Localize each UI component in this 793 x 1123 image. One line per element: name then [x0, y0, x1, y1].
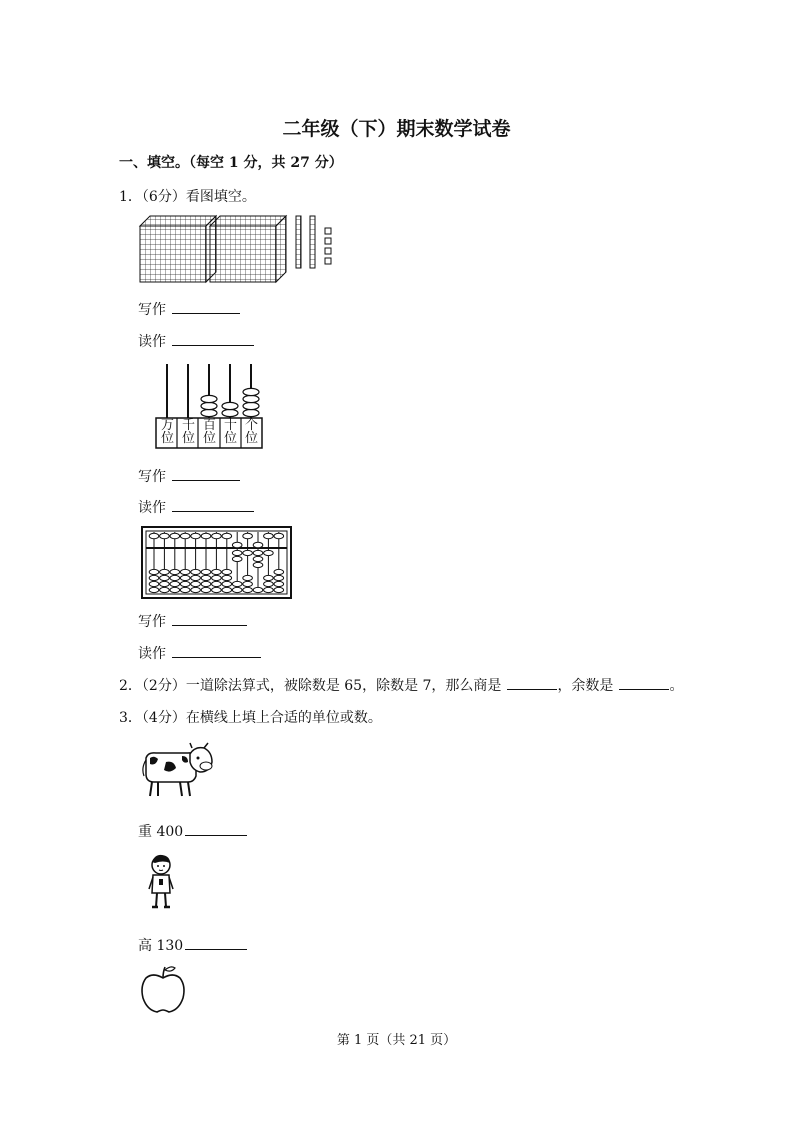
read-blank-1[interactable]: [172, 331, 254, 346]
place-label-tens: 十位: [223, 418, 237, 446]
thousand-cube-2: [210, 216, 286, 282]
page-title: 二年级（下）期末数学试卷: [282, 118, 511, 140]
place-label-ten-thousands: 万位: [160, 418, 174, 446]
section-heading: 一、填空。（每空 1 分，共 27 分）: [119, 155, 343, 171]
boy-height-label: 高 130: [138, 935, 247, 955]
write-blank-2[interactable]: [172, 466, 240, 481]
place-label-ones: 个位: [244, 418, 258, 446]
thousand-cube-1: [140, 216, 216, 282]
question-1: 1．（6分）看图填空。: [119, 189, 256, 205]
read-blank-3[interactable]: [172, 643, 261, 658]
page-footer: 第 1 页（共 21 页）: [336, 1033, 457, 1048]
place-label-hundreds: 百位: [202, 418, 216, 446]
read-label-3: 读作: [138, 643, 261, 663]
base-ten-blocks-figure: [140, 214, 340, 284]
quotient-blank[interactable]: [507, 675, 557, 690]
remainder-blank[interactable]: [619, 675, 669, 690]
cow-weight-label: 重 400: [138, 821, 247, 841]
boy-height-blank[interactable]: [185, 935, 247, 950]
write-blank-1[interactable]: [172, 299, 240, 314]
place-label-thousands: 千位: [181, 418, 195, 446]
cow-weight-blank[interactable]: [185, 821, 247, 836]
unit-cubes: [325, 228, 331, 264]
ten-rod-2: [310, 216, 315, 268]
write-blank-3[interactable]: [172, 611, 247, 626]
question-2: 2．（2分）一道除法算式，被除数是 65，除数是 7，那么商是 ，余数是 。: [119, 675, 683, 695]
abacus-figure: [141, 526, 293, 600]
ten-rod-1: [296, 216, 301, 268]
question-3: 3．（4分）在横线上填上合适的单位或数。: [119, 710, 382, 726]
read-label-2: 读作: [138, 497, 254, 517]
write-label-2: 写作: [138, 466, 240, 486]
cow-image: [140, 742, 220, 800]
write-label-3: 写作: [138, 611, 247, 631]
read-blank-2[interactable]: [172, 497, 254, 512]
read-label-1: 读作: [138, 331, 254, 351]
write-label-1: 写作: [138, 299, 240, 319]
boy-image: [143, 851, 183, 913]
apple-image: [139, 964, 189, 1016]
